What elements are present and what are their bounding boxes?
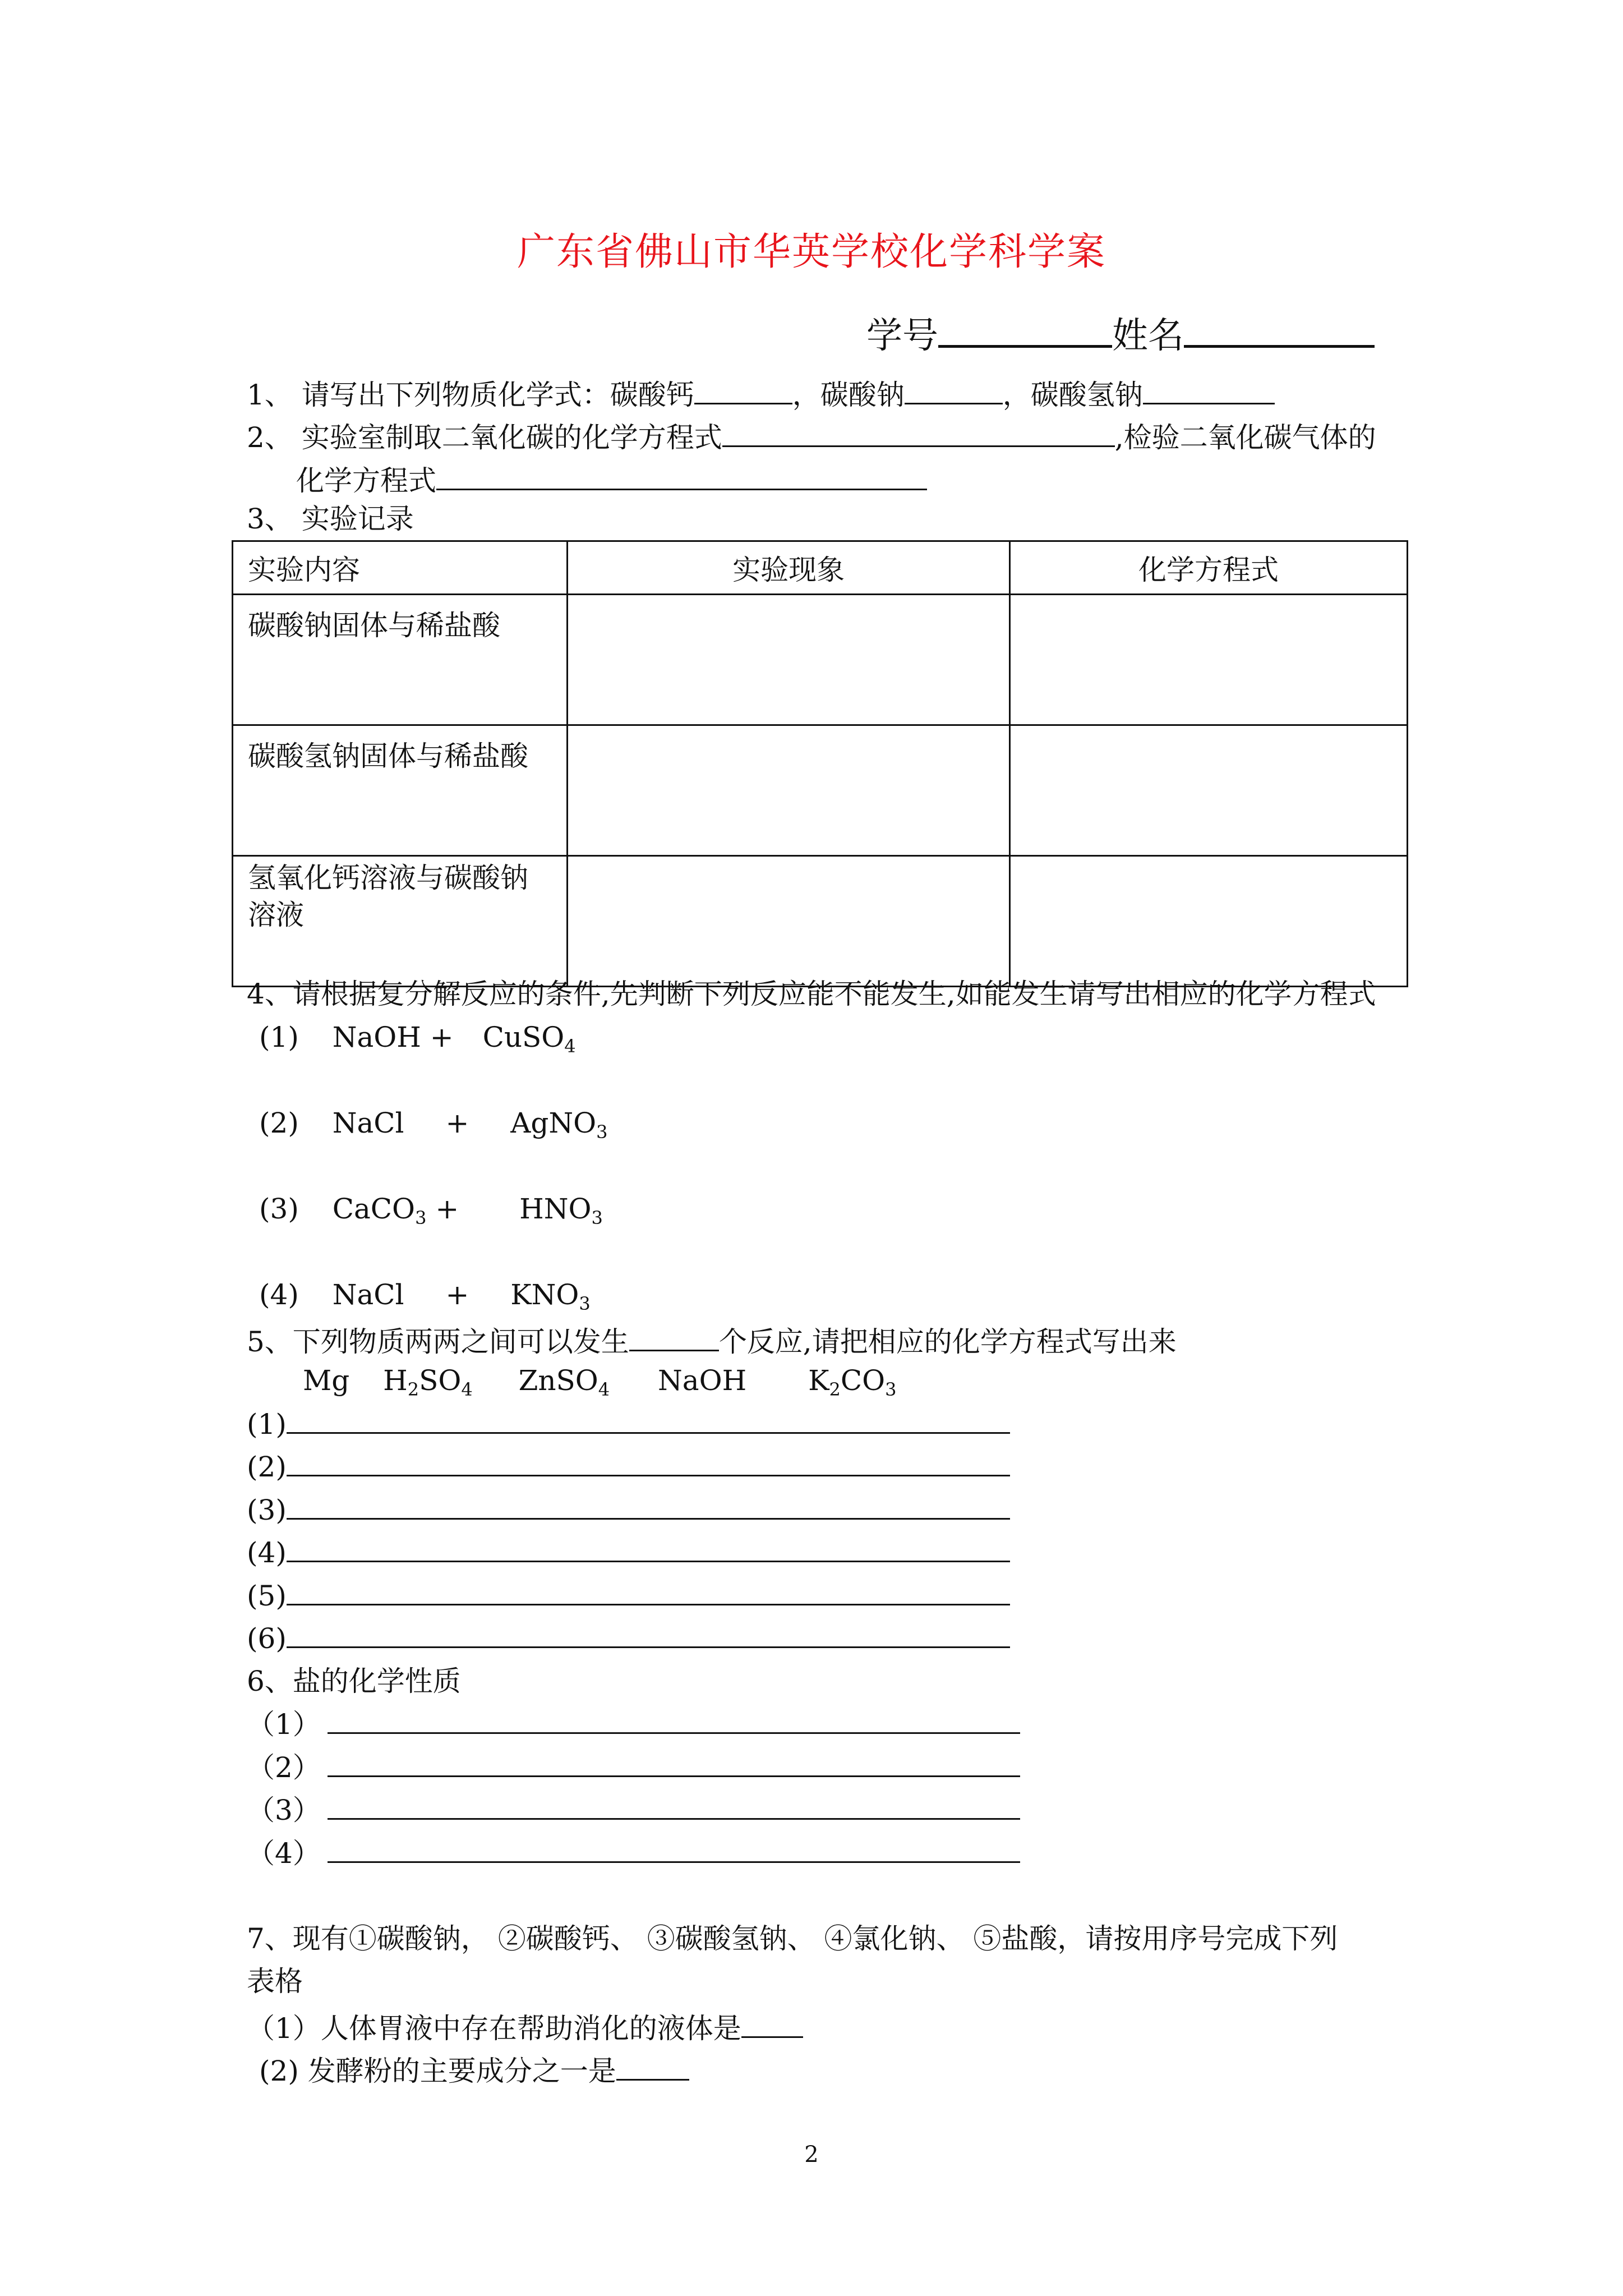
reactant-b: $KNO_3$: [510, 1278, 591, 1314]
student-number-label: 学号: [866, 315, 938, 357]
question-5-label: [247, 1324, 1177, 1356]
question-2-line-2: [296, 463, 927, 495]
row-content: 碳酸钠固体与稀盐酸: [233, 595, 568, 725]
row-content-line-2: 溶液: [248, 899, 304, 931]
header-content: 实验内容: [233, 541, 568, 595]
reaction-item: [259, 1107, 608, 1143]
q2-text-3: 化学方程式: [296, 464, 436, 497]
question-1: [247, 377, 1275, 409]
q7-sub-2: (2) 发酵粉的主要成分之一是: [259, 2053, 689, 2085]
reaction-number: (4): [259, 1278, 299, 1311]
reactant-a: NaOH +: [332, 1021, 454, 1053]
answer-blank[interactable]: [328, 1753, 1020, 1777]
reaction-item: [259, 1021, 576, 1057]
answer-blank[interactable]: [328, 1839, 1020, 1863]
q6-answer-line: （2）: [247, 1753, 1020, 1782]
q6-answer-line: （1）: [247, 1710, 1020, 1738]
q1-text: 1、 请写出下列物质化学式：碳酸钙: [247, 379, 694, 411]
answer-blank[interactable]: [287, 1452, 1010, 1476]
q5-answer-line: (6): [247, 1624, 1010, 1653]
question-2-line-1: [247, 420, 1376, 452]
reactant-a: NaCl: [332, 1107, 404, 1139]
experiment-record-table: [232, 540, 1408, 987]
reaction-number: (1): [259, 1021, 299, 1053]
substance-mg: Mg: [303, 1364, 350, 1397]
question-7-line-2: 表格: [247, 1965, 303, 1998]
substance-naoh: NaOH: [658, 1364, 747, 1397]
answer-blank[interactable]: [287, 1624, 1010, 1648]
q2-blank-2[interactable]: [436, 463, 927, 490]
q1-text-2: ，碳酸钠: [792, 379, 905, 411]
answer-blank[interactable]: [741, 2010, 803, 2038]
q5-text: 5、下列物质两两之间可以发生: [247, 1326, 629, 1358]
row-content-line-1: 氢氧化钙溶液与碳酸钠: [248, 862, 528, 894]
row-phenomenon-cell[interactable]: [568, 725, 1010, 856]
answer-blank[interactable]: [328, 1796, 1020, 1820]
reactant-b: $HNO_3$: [519, 1193, 603, 1228]
row-content: 碳酸氢钠固体与稀盐酸: [233, 725, 568, 856]
page-title: 广东省佛山市华英学校化学科学案: [517, 230, 1106, 274]
substance-h2so4: $H_2SO_4$: [383, 1364, 473, 1400]
header-equation: 化学方程式: [1010, 541, 1408, 595]
row-phenomenon-cell[interactable]: [568, 595, 1010, 725]
row-equation-cell[interactable]: [1010, 725, 1408, 856]
student-name-field[interactable]: [1184, 306, 1375, 348]
q1-blank-2[interactable]: [905, 377, 1003, 404]
answer-blank[interactable]: [328, 1710, 1020, 1734]
substance-k2co3: $K_2CO_3$: [808, 1364, 897, 1400]
answer-blank[interactable]: [287, 1410, 1010, 1434]
reaction-number: (2): [259, 1107, 299, 1139]
question-6-label: 6、盐的化学性质: [247, 1665, 461, 1697]
question-4-label: 4、请根据复分解反应的条件,先判断下列反应能不能发生,如能发生请写出相应的化学方程式: [247, 978, 1376, 1010]
table-row: [233, 856, 1408, 987]
page-number: 2: [804, 2142, 819, 2168]
q2-text: 2、 实验室制取二氧化碳的化学方程式: [247, 421, 722, 454]
table-header-row: [233, 541, 1408, 595]
reaction-item: [259, 1278, 591, 1314]
q5-answer-line: (3): [247, 1496, 1010, 1524]
reaction-item: [259, 1193, 603, 1228]
reactant-b: CuSO$_4$: [482, 1021, 576, 1057]
q1-blank-3[interactable]: [1143, 377, 1275, 404]
reaction-number: (3): [259, 1193, 299, 1225]
question-7-line-1: 7、现有①碳酸钠， ②碳酸钙、 ③碳酸氢钠、 ④氯化钠、 ⑤盐酸，请按用序号完成下列: [247, 1922, 1338, 1955]
answer-blank[interactable]: [287, 1538, 1010, 1562]
student-id-row: [866, 306, 1375, 358]
q7-sub-1: （1）人体胃液中存在帮助消化的液体是: [247, 2010, 803, 2042]
substance-znso4: ZnSO$_4$: [518, 1364, 610, 1400]
table-row: [233, 595, 1408, 725]
q5-text-2: 个反应,请把相应的化学方程式写出来: [718, 1326, 1177, 1358]
table-row: [233, 725, 1408, 856]
plus-sign: +: [445, 1107, 469, 1139]
answer-blank[interactable]: [616, 2053, 689, 2081]
row-equation-cell[interactable]: [1010, 856, 1408, 987]
q5-count-blank[interactable]: [629, 1324, 719, 1351]
q2-text-2: ,检验二氧化碳气体的: [1114, 421, 1376, 454]
question-3-label: 3、 实验记录: [247, 503, 414, 535]
reactant-a: CaCO$_3$ +: [332, 1193, 459, 1228]
student-number-field[interactable]: [938, 306, 1112, 348]
q5-substances: [303, 1364, 897, 1400]
q5-answer-line: (4): [247, 1538, 1010, 1567]
reactant-b: AgNO$_3$: [510, 1107, 608, 1143]
q2-blank-1[interactable]: [722, 420, 1115, 447]
header-phenomenon: 实验现象: [568, 541, 1010, 595]
q6-answer-line: （4）: [247, 1839, 1020, 1867]
answer-blank[interactable]: [287, 1581, 1010, 1605]
q1-blank-1[interactable]: [694, 377, 792, 404]
plus-sign: +: [445, 1278, 469, 1311]
q6-answer-line: （3）: [247, 1796, 1020, 1824]
q5-answer-line: (1): [247, 1410, 1010, 1438]
answer-blank[interactable]: [287, 1496, 1010, 1520]
reactant-a: NaCl: [332, 1278, 404, 1311]
q1-text-3: ，碳酸氢钠: [1002, 379, 1143, 411]
q5-answer-line: (2): [247, 1452, 1010, 1481]
row-phenomenon-cell[interactable]: [568, 856, 1010, 987]
row-content: [233, 856, 568, 987]
q5-answer-line: (5): [247, 1581, 1010, 1610]
row-equation-cell[interactable]: [1010, 595, 1408, 725]
student-name-label: 姓名: [1112, 315, 1184, 357]
